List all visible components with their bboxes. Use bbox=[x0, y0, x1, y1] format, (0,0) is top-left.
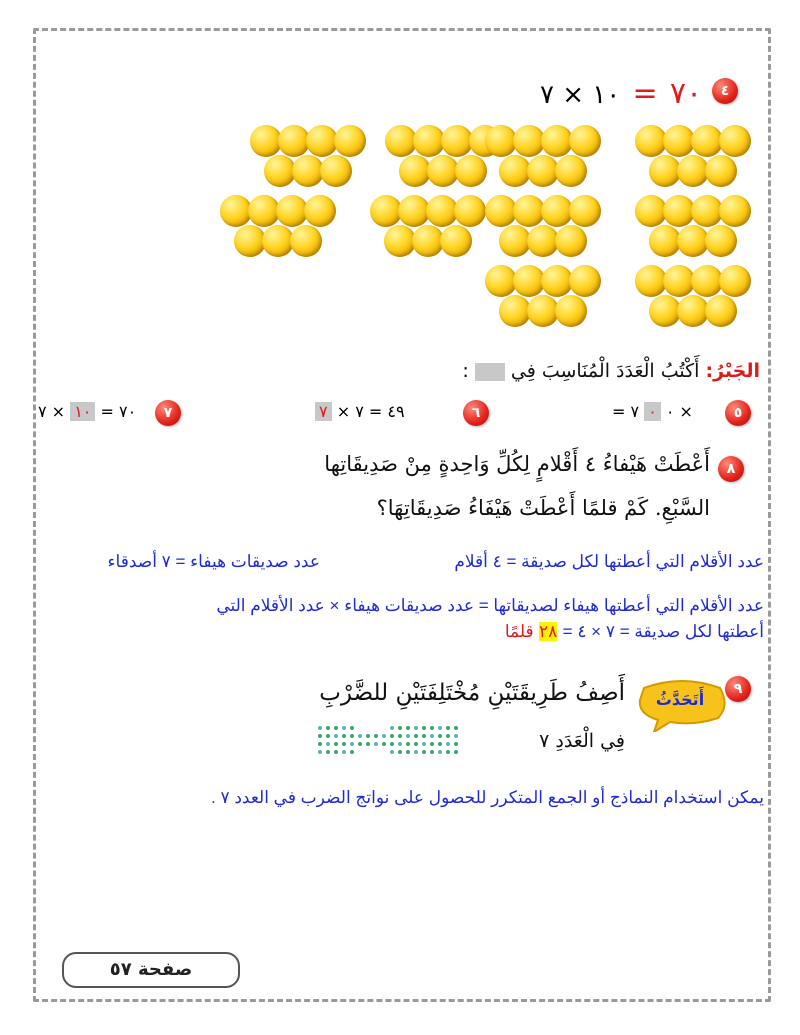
coin bbox=[719, 265, 751, 297]
watermark-dot bbox=[390, 742, 394, 746]
q8-sol-line3-text: أعطتها لكل صديقة = ٧ × ٤ = bbox=[562, 622, 764, 641]
algebra-colon: : bbox=[462, 360, 469, 382]
ex7-box: ١٠ bbox=[70, 402, 95, 421]
watermark-dot bbox=[358, 734, 362, 738]
watermark-dot bbox=[398, 750, 402, 754]
watermark-dot bbox=[454, 750, 458, 754]
watermark-dot bbox=[374, 734, 378, 738]
ex6-expr: ٤٩ = ٧ × bbox=[336, 402, 405, 421]
coin bbox=[555, 155, 587, 187]
q8-line1: أَعْطَتْ هَيْفاءُ ٤ أَقْلامٍ لِكُلِّ وَاحِدةٍ مِنْ صَدِيقَاتِها bbox=[324, 452, 710, 476]
coin bbox=[555, 225, 587, 257]
watermark-dot bbox=[430, 742, 434, 746]
watermark-dot bbox=[422, 750, 426, 754]
exercise-6-badge: ٦ bbox=[463, 400, 489, 426]
watermark-dot bbox=[366, 734, 370, 738]
algebra-instruction bbox=[462, 360, 760, 382]
watermark-dot bbox=[446, 726, 450, 730]
watermark-dot bbox=[390, 750, 394, 754]
watermark-dot bbox=[430, 734, 434, 738]
coin bbox=[290, 225, 322, 257]
page-number: صفحة ٥٧ bbox=[109, 959, 193, 980]
coin bbox=[555, 295, 587, 327]
coin bbox=[705, 155, 737, 187]
page-number-box bbox=[62, 952, 240, 988]
q4-answer: ٧٠ bbox=[669, 76, 703, 111]
watermark-dot bbox=[358, 742, 362, 746]
coin bbox=[320, 155, 352, 187]
watermark-dot bbox=[318, 750, 322, 754]
coin bbox=[455, 155, 487, 187]
watermark-dot bbox=[390, 734, 394, 738]
watermark-dot bbox=[350, 734, 354, 738]
watermark-dot bbox=[350, 726, 354, 730]
watermark-dot bbox=[422, 742, 426, 746]
watermark-dot bbox=[406, 742, 410, 746]
coin bbox=[569, 265, 601, 297]
watermark-dot bbox=[438, 742, 442, 746]
ex7-tail: × ٧ bbox=[38, 402, 66, 421]
coins-illustration bbox=[0, 0, 800, 340]
q4-equals: = bbox=[632, 76, 658, 111]
watermark-dot bbox=[430, 726, 434, 730]
watermark-dot bbox=[334, 726, 338, 730]
coin bbox=[569, 195, 601, 227]
watermark-dot bbox=[406, 734, 410, 738]
watermark-dot bbox=[438, 734, 442, 738]
exercise-5 bbox=[612, 402, 693, 421]
coin bbox=[304, 195, 336, 227]
watermark-dot bbox=[374, 742, 378, 746]
exercise-5-badge: ٥ bbox=[725, 400, 751, 426]
blank-box bbox=[475, 363, 505, 381]
watermark-dot bbox=[414, 742, 418, 746]
watermark-dot bbox=[414, 726, 418, 730]
watermark-dot bbox=[454, 734, 458, 738]
watermark-dot bbox=[334, 750, 338, 754]
watermark-dot bbox=[398, 734, 402, 738]
watermark-dot bbox=[326, 734, 330, 738]
watermark-dot bbox=[438, 750, 442, 754]
watermark-dot bbox=[342, 742, 346, 746]
watermark-dot bbox=[406, 750, 410, 754]
watermark-dot bbox=[446, 734, 450, 738]
watermark-dot bbox=[454, 726, 458, 730]
question-4-badge: ٤ bbox=[712, 78, 738, 104]
watermark-dot bbox=[350, 742, 354, 746]
coin bbox=[569, 125, 601, 157]
watermark-dot bbox=[350, 750, 354, 754]
talk-badge bbox=[634, 680, 730, 726]
watermark-dot bbox=[326, 726, 330, 730]
watermark-dot bbox=[422, 734, 426, 738]
watermark-dot bbox=[446, 742, 450, 746]
watermark-dot bbox=[382, 742, 386, 746]
watermark-dot bbox=[438, 726, 442, 730]
ex5-expr: ٧ × bbox=[630, 402, 693, 421]
watermark-dot bbox=[446, 750, 450, 754]
exercise-6 bbox=[315, 402, 405, 421]
ex5-box: ٠ bbox=[644, 402, 661, 421]
watermark-dot bbox=[398, 742, 402, 746]
ex7-expr: ٧٠ = bbox=[100, 402, 137, 421]
dot-pattern-watermark bbox=[318, 726, 468, 762]
question-8-badge: ٨ bbox=[718, 456, 744, 482]
exercise-7 bbox=[38, 402, 136, 421]
watermark-dot bbox=[406, 726, 410, 730]
q8-solution-line1b: عدد الأقلام التي أعطتها لكل صديقة = ٤ أقلام bbox=[454, 552, 764, 571]
watermark-dot bbox=[326, 742, 330, 746]
q8-solution-line3 bbox=[505, 622, 764, 642]
ex5-result: = ٠ bbox=[612, 402, 675, 421]
watermark-dot bbox=[414, 750, 418, 754]
watermark-dot bbox=[390, 726, 394, 730]
q8-line2: السَّبْعِ. كَمْ قلمًا أَعْطَتْ هَيْفَاءُ صَدِيقَاتِهَا؟ bbox=[376, 496, 710, 520]
ex6-box: ٧ bbox=[315, 402, 332, 421]
q9-line2: فِي الْعَدَدِ ٧ bbox=[539, 730, 625, 752]
talk-badge-label: أَتَحَدَّثُ bbox=[655, 690, 705, 709]
watermark-dot bbox=[414, 734, 418, 738]
q9-answer: يمكن استخدام النماذج أو الجمع المتكرر للحصول على نواتج الضرب في العدد ٧ . bbox=[211, 788, 764, 807]
watermark-dot bbox=[318, 734, 322, 738]
q8-answer-highlight: ٢٨ bbox=[538, 622, 558, 641]
question-9-badge: ٩ bbox=[725, 676, 751, 702]
watermark-dot bbox=[454, 742, 458, 746]
watermark-dot bbox=[342, 726, 346, 730]
q4-expression: ١٠ × ٧ bbox=[540, 80, 621, 110]
watermark-dot bbox=[398, 726, 402, 730]
watermark-dot bbox=[318, 726, 322, 730]
watermark-dot bbox=[342, 750, 346, 754]
q8-solution-line1a: عدد صديقات هيفاء = ٧ أصدقاء bbox=[107, 552, 320, 571]
watermark-dot bbox=[422, 726, 426, 730]
watermark-dot bbox=[366, 742, 370, 746]
watermark-dot bbox=[334, 734, 338, 738]
watermark-dot bbox=[430, 750, 434, 754]
algebra-text: أَكْتُبُ الْعَدَدَ الْمُنَاسِبَ فِي bbox=[510, 360, 700, 382]
coin bbox=[719, 195, 751, 227]
coin bbox=[334, 125, 366, 157]
coin bbox=[705, 225, 737, 257]
coin bbox=[440, 225, 472, 257]
q8-solution-line2: عدد الأقلام التي أعطتها هيفاء لصديقاتها = عدد صديقات هيفاء × عدد الأقلام التي bbox=[216, 596, 764, 615]
exercise-7-badge: ٧ bbox=[155, 400, 181, 426]
algebra-label: الجَبْرُ: bbox=[705, 360, 760, 382]
watermark-dot bbox=[334, 742, 338, 746]
q9-line1: أَصِفُ طَرِيقَتَيْنِ مُخْتَلِفَتَيْنِ للضَّرْبِ bbox=[319, 680, 625, 706]
watermark-dot bbox=[318, 742, 322, 746]
coin bbox=[454, 195, 486, 227]
watermark-dot bbox=[326, 750, 330, 754]
q8-answer-unit: قلمًا bbox=[504, 622, 534, 641]
coin bbox=[705, 295, 737, 327]
watermark-dot bbox=[342, 734, 346, 738]
coin bbox=[719, 125, 751, 157]
watermark-dot bbox=[382, 734, 386, 738]
